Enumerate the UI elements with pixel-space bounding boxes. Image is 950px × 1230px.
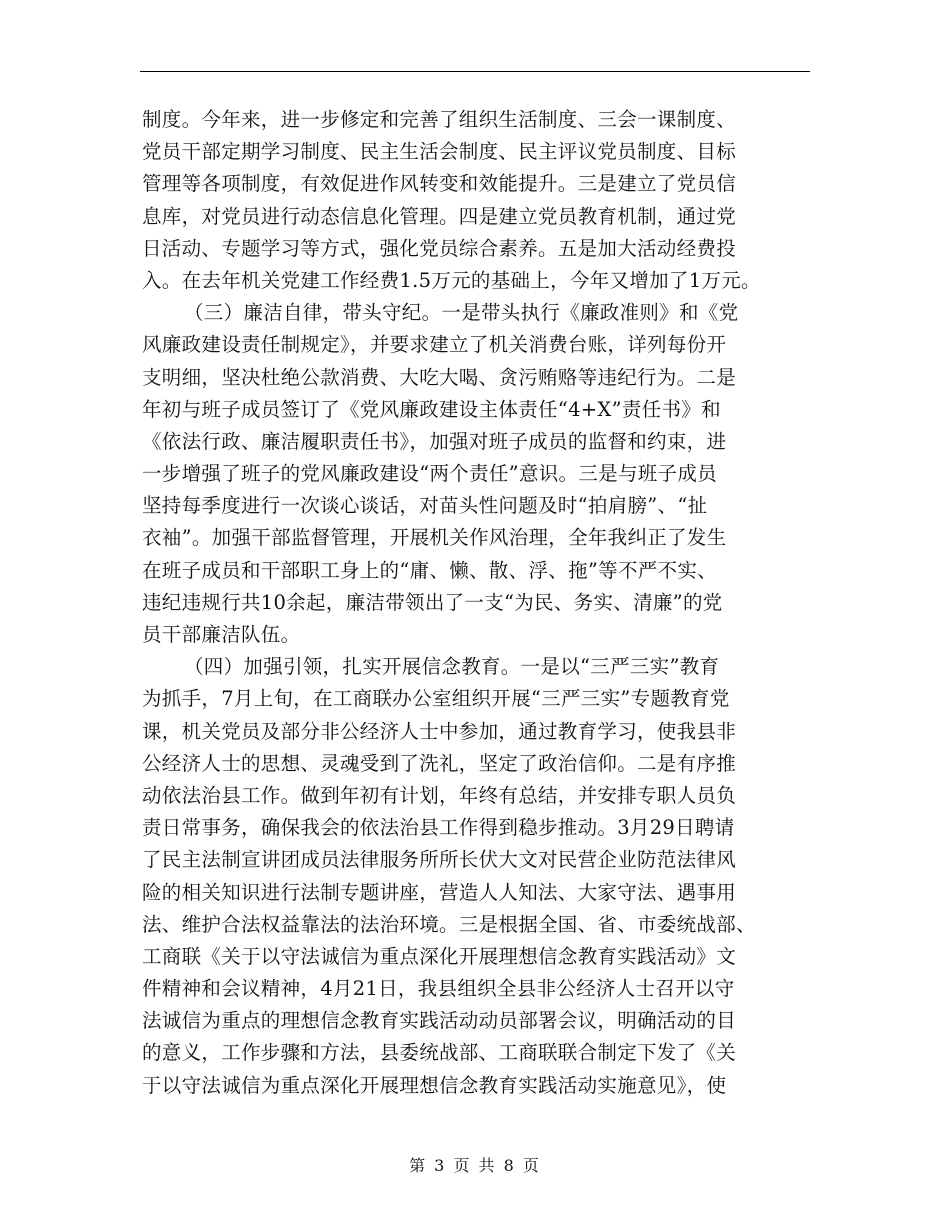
text-line: 员干部廉洁队伍。 [142, 623, 301, 646]
text-line: 管理等各项制度，有效促进作风转变和效能提升。三是建立了党员信 [142, 172, 737, 196]
text-line: 坚持每季度进行一次谈心谈话，对苗头性问题及时“拍肩膀”、“扯 [142, 494, 708, 518]
text-line: 入。在去年机关党建工作经费1.5万元的基础上，今年又增加了1万元。 [142, 268, 761, 292]
text-line: 于以守法诚信为重点深化开展理想信念教育实践活动实施意见》，使 [142, 1073, 727, 1097]
text-line: 风廉政建设责任制规定》，并要求建立了机关消费台账，详列每份开 [142, 333, 727, 357]
text-line: 息库，对党员进行动态信息化管理。四是建立党员教育机制，通过党 [142, 204, 737, 228]
text-line: 年初与班子成员签订了《党风廉政建设主体责任“4+X”责任书》和 [142, 397, 721, 421]
text-line: 件精神和会议精神，4月21日，我县组织全县非公经济人士召开以守 [142, 977, 735, 1001]
text-line: 党员干部定期学习制度、民主生活会制度、民主评议党员制度、目标 [142, 140, 737, 164]
text-line: 险的相关知识进行法制专题讲座，营造人人知法、大家守法、遇事用 [142, 880, 737, 904]
text-line: 了民主法制宣讲团成员法律服务所所长伏大文对民营企业防范法律风 [142, 848, 737, 872]
text-line: 工商联《关于以守法诚信为重点深化开展理想信念教育实践活动》文 [142, 944, 737, 968]
text-line: 动依法治县工作。做到年初有计划，年终有总结，并安排专职人员负 [142, 783, 737, 807]
header-rule [140, 71, 810, 72]
text-line: 一步增强了班子的党风廉政建设“两个责任”意识。三是与班子成员 [142, 462, 717, 486]
text-line: 为抓手，7月上旬，在工商联办公室组织开展“三严三实”专题教育党 [142, 687, 730, 711]
text-line: 在班子成员和干部职工身上的“庸、懒、散、浮、拖”等不严不实、 [142, 558, 717, 582]
text-line: 责日常事务，确保我会的依法治县工作得到稳步推动。3月29日聘请 [142, 816, 735, 840]
body-text [142, 104, 822, 1102]
text-line: 《依法行政、廉洁履职责任书》，加强对班子成员的监督和约束，进 [142, 429, 727, 453]
text-line: 日活动、专题学习等方式，强化党员综合素养。五是加大活动经费投 [142, 236, 737, 260]
text-line: 法、维护合法权益靠法的法治环境。三是根据全国、省、市委统战部、 [142, 912, 756, 936]
text-line: 公经济人士的思想、灵魂受到了洗礼，坚定了政治信仰。二是有序推 [142, 751, 737, 775]
page-number-footer: 第 3 页 共 8 页 [409, 1156, 541, 1175]
text-line: 衣袖”。加强干部监督管理，开展机关作风治理，全年我纠正了发生 [142, 526, 727, 550]
text-line: 违纪违规行共10余起，廉洁带领出了一支“为民、务实、清廉”的党 [142, 590, 723, 614]
text-line: 课，机关党员及部分非公经济人士中参加，通过教育学习，使我县非 [142, 719, 737, 743]
text-line: 的意义，工作步骤和方法，县委统战部、工商联联合制定下发了《关 [142, 1041, 737, 1065]
section-heading-line: （四）加强引领，扎实开展信念教育。一是以“三严三实”教育 [184, 655, 720, 679]
section-heading-line: （三）廉洁自律，带头守纪。一是带头执行《廉政准则》和《党 [184, 301, 739, 325]
text-line: 法诚信为重点的理想信念教育实践活动动员部署会议，明确活动的目 [142, 1009, 737, 1033]
text-line: 支明细，坚决杜绝公款消费、大吃大喝、贪污贿赂等违纪行为。二是 [142, 365, 737, 389]
text-line: 制度。今年来，进一步修定和完善了组织生活制度、三会一课制度、 [142, 108, 737, 131]
